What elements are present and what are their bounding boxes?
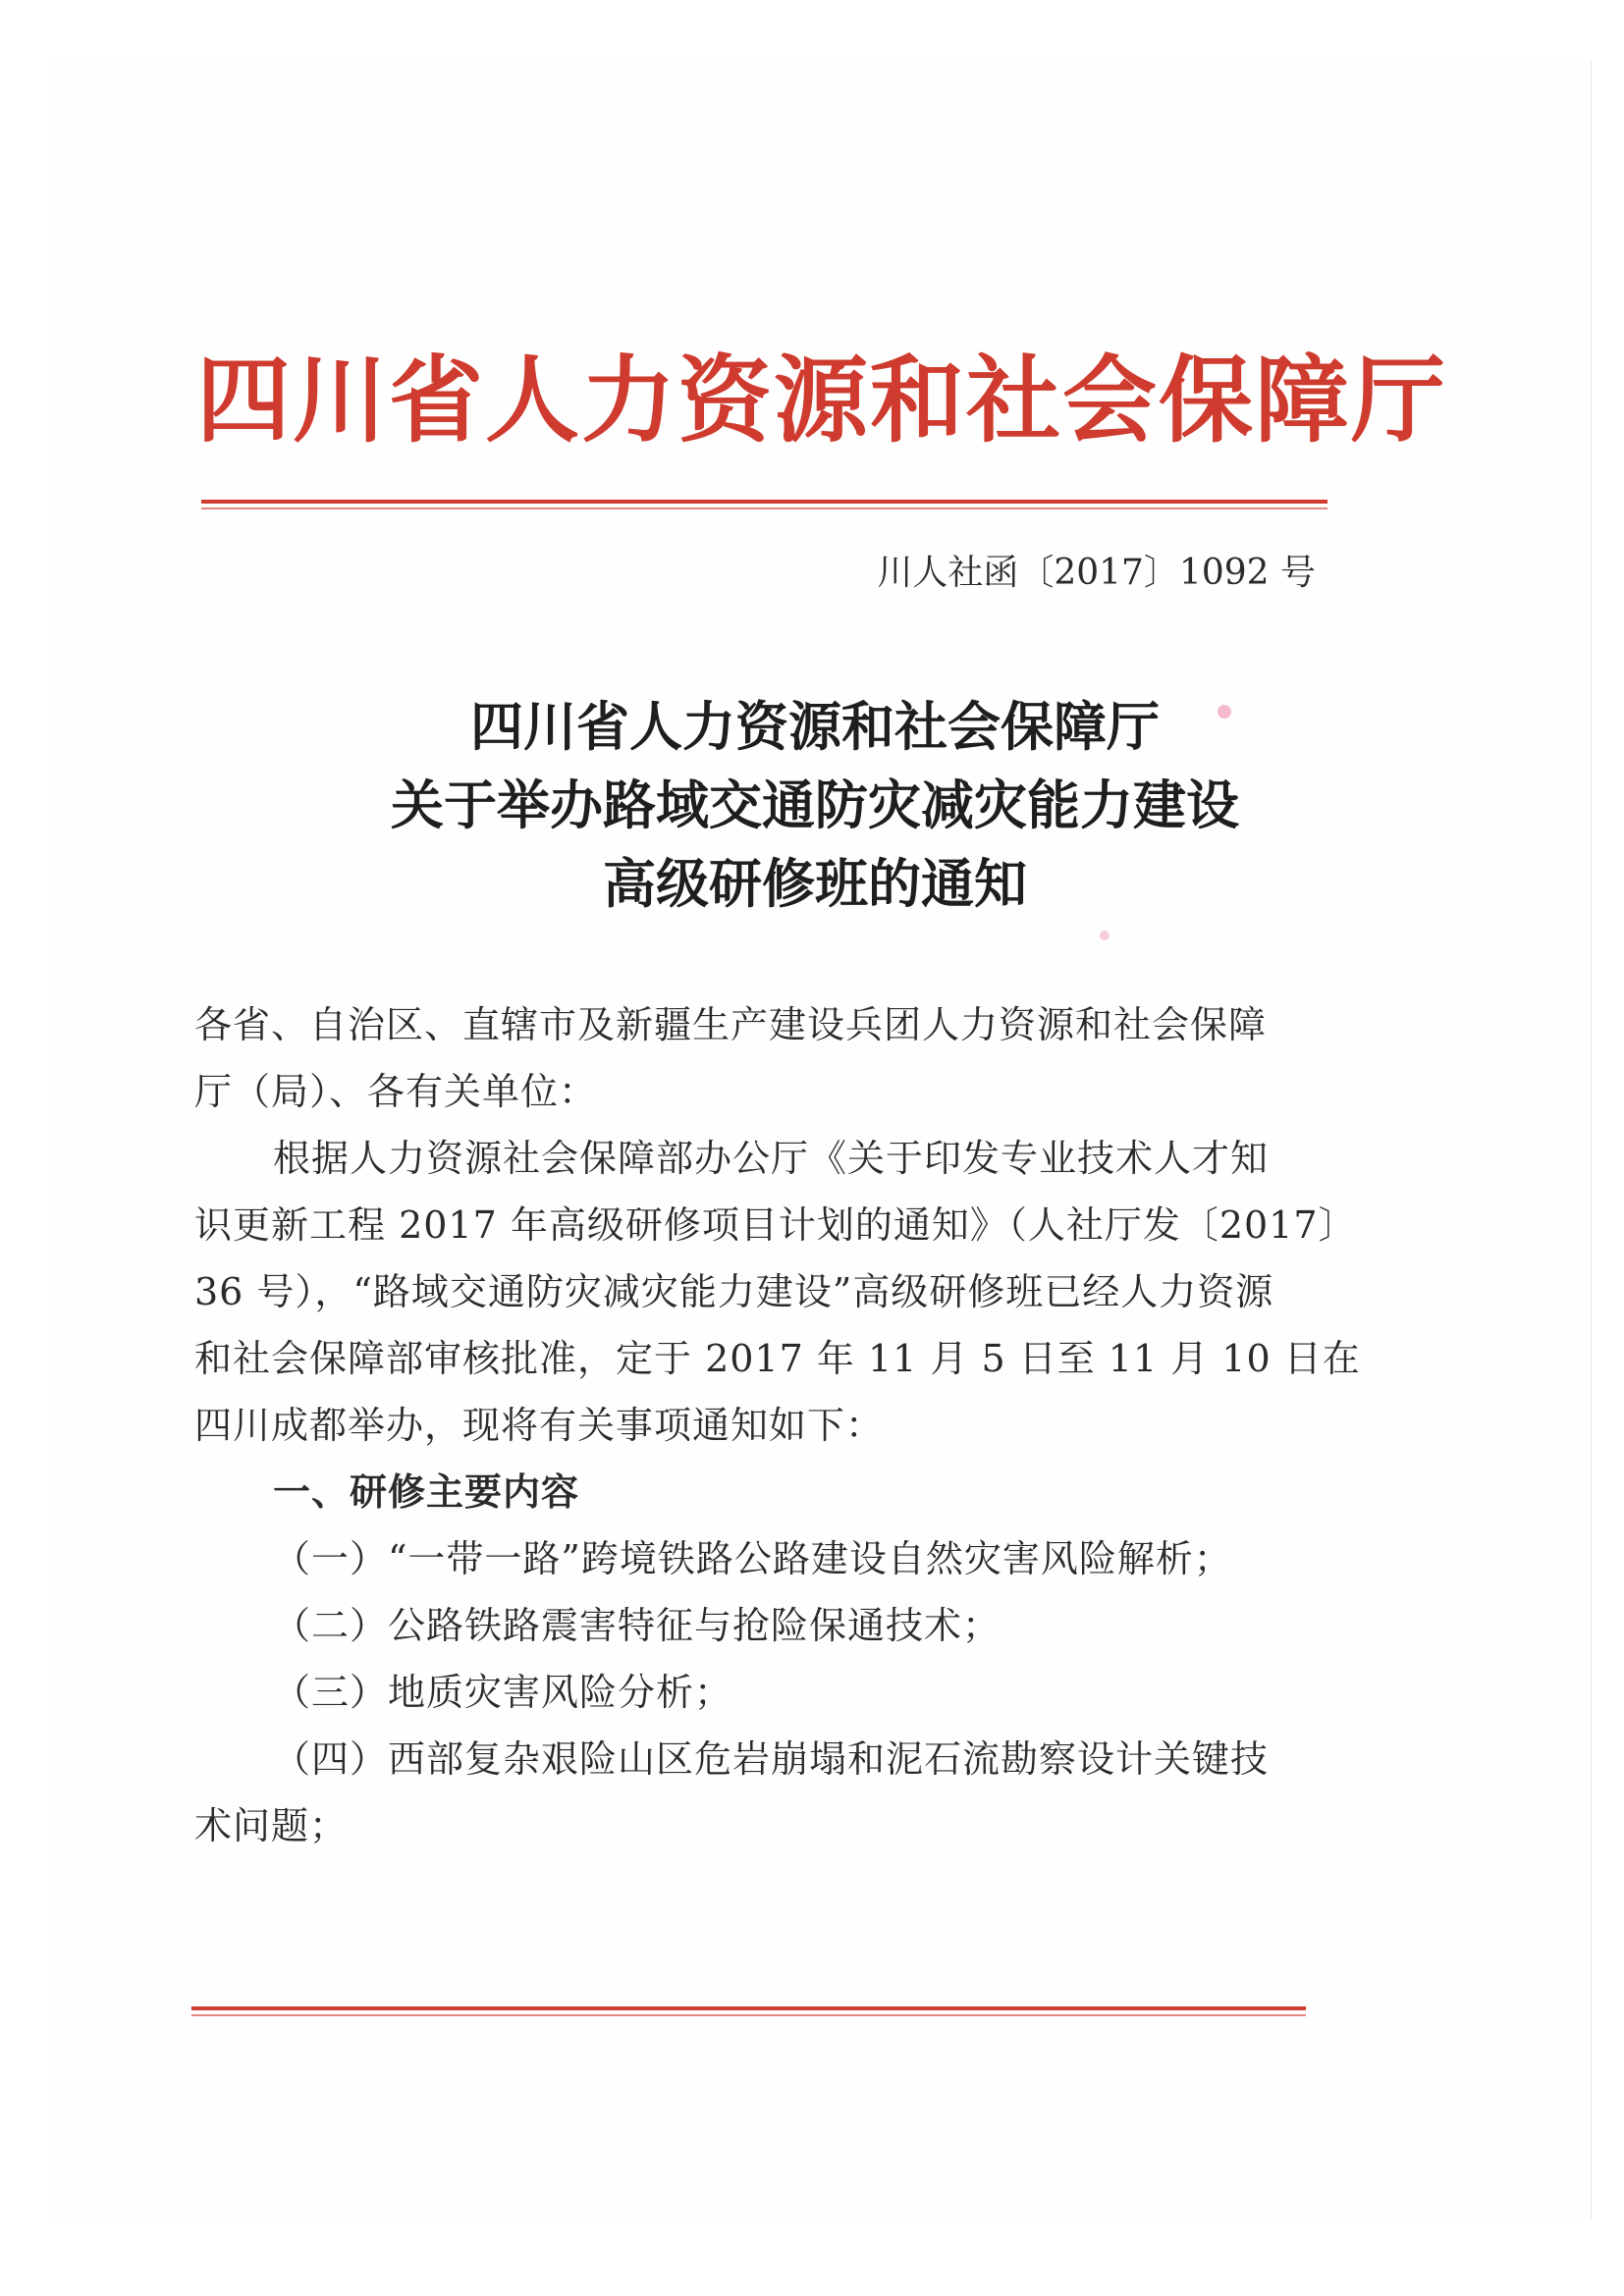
title-line-1: 四川省人力资源和社会保障厅 (470, 695, 1160, 758)
list-item: （四）西部复杂艰险山区危岩崩塌和泥石流勘察设计关键技 (273, 1737, 1270, 1781)
masthead-red-rule-thin (201, 507, 1327, 509)
title-line-2: 关于举办路域交通防灾减灾能力建设 (391, 774, 1239, 836)
list-item-continuation: 术问题； (194, 1804, 349, 1847)
document-body (194, 991, 1361, 1859)
addressee-line: 厅（局）、各有关单位： (194, 1070, 598, 1113)
paragraph-line: 根据人力资源社会保障部办公厅《关于印发专业技术人才知 (273, 1137, 1270, 1180)
paragraph-line: 识更新工程 2017 年高级研修项目计划的通知》（人社厅发〔2017〕 (194, 1203, 1357, 1247)
masthead-title: 四川省人力资源和社会保障厅 (196, 345, 1447, 455)
list-item: （一）“一带一路”跨境铁路公路建设自然灾害风险解析； (273, 1537, 1232, 1580)
document-number: 川人社函〔2017〕1092 号 (877, 553, 1316, 593)
addressee-line: 各省、自治区、直辖市及新疆生产建设兵团人力资源和社会保障 (194, 1003, 1268, 1046)
document-title (236, 687, 1394, 923)
title-line-3: 高级研修班的通知 (603, 852, 1027, 915)
paragraph-line: 36 号），“路域交通防灾减灾能力建设”高级研修班已经人力资源 (194, 1270, 1274, 1313)
footer-red-rule (191, 2006, 1306, 2010)
list-item: （二）公路铁路震害特征与抢险保通技术； (273, 1604, 1001, 1647)
paragraph-line: 和社会保障部审核批准，定于 2017 年 11 月 5 日至 11 月 10 日在 (194, 1337, 1361, 1380)
masthead-red-rule (201, 500, 1327, 504)
list-item: （三）地质灾害风险分析； (273, 1671, 733, 1714)
section-heading: 一、研修主要内容 (273, 1469, 580, 1514)
footer-red-rule-thin (191, 2014, 1306, 2016)
stamp-mark (1218, 705, 1231, 719)
stamp-mark-small (1100, 931, 1110, 940)
paragraph-line: 四川成都举办，现将有关事项通知如下： (194, 1404, 885, 1447)
